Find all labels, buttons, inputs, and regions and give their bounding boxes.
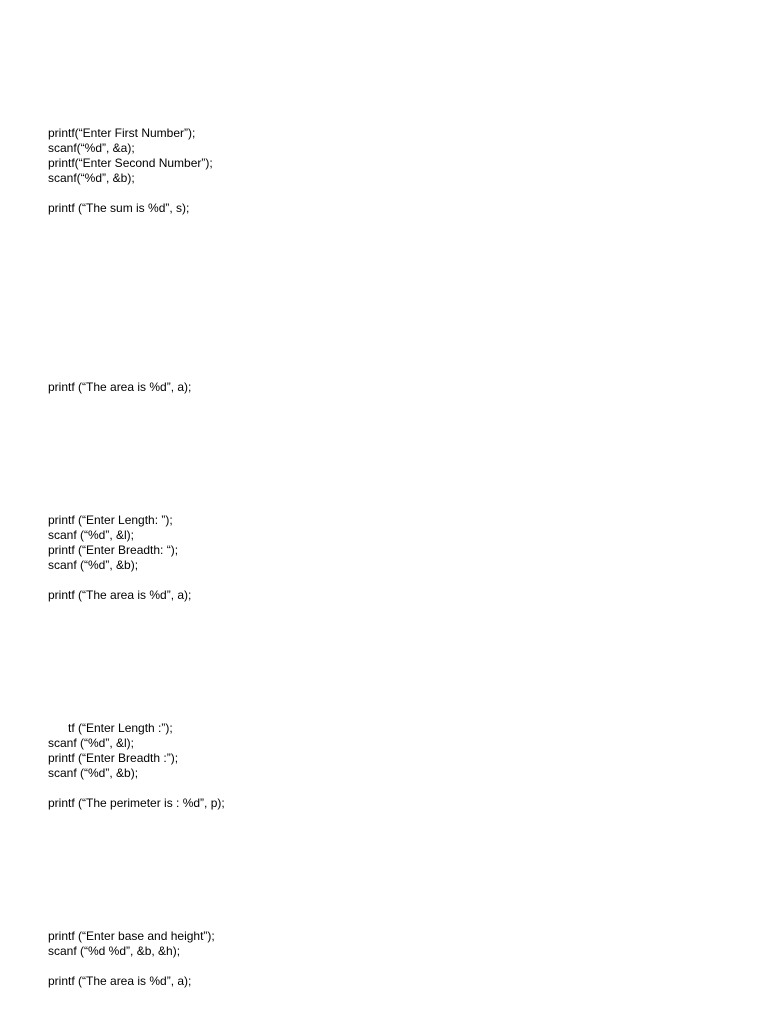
code-block-area xyxy=(48,380,728,395)
code-line: printf (“The sum is %d”, s); xyxy=(48,201,190,215)
code-line: printf(“Enter Second Number”); xyxy=(48,156,213,170)
code-block-triangle-area xyxy=(48,929,728,989)
code-line: printf (“The area is %d”, a); xyxy=(48,974,192,988)
code-line: scanf (“%d”, &l); xyxy=(48,736,135,750)
code-line: scanf (“%d”, &b); xyxy=(48,766,139,780)
code-line: printf (“Enter Breadth: “); xyxy=(48,543,179,557)
code-line: scanf (“%d %d”, &b, &h); xyxy=(48,944,181,958)
blank-line xyxy=(48,186,728,201)
code-line: scanf(“%d”, &a); xyxy=(48,141,135,155)
code-line: printf (“Enter base and height”); xyxy=(48,929,215,943)
code-block-rectangle-area xyxy=(48,513,728,603)
code-line: printf (“Enter Breadth :”); xyxy=(48,751,179,765)
code-line: printf(“Enter First Number”); xyxy=(48,126,196,140)
code-line: scanf (“%d”, &b); xyxy=(48,558,139,572)
blank-line xyxy=(48,573,728,588)
code-line: printf (“Enter Length: ”); xyxy=(48,513,173,527)
code-line: tf (“Enter Length :”); xyxy=(48,721,173,735)
code-line: scanf(“%d”, &b); xyxy=(48,171,135,185)
code-line: scanf (“%d”, &l); xyxy=(48,528,135,542)
code-line: printf (“The area is %d”, a); xyxy=(48,380,192,394)
code-block-sum xyxy=(48,126,728,216)
code-line: printf (“The perimeter is : %d”, p); xyxy=(48,796,225,810)
code-block-perimeter xyxy=(48,721,728,811)
code-line: printf (“The area is %d”, a); xyxy=(48,588,192,602)
blank-line xyxy=(48,959,728,974)
blank-line xyxy=(48,781,728,796)
